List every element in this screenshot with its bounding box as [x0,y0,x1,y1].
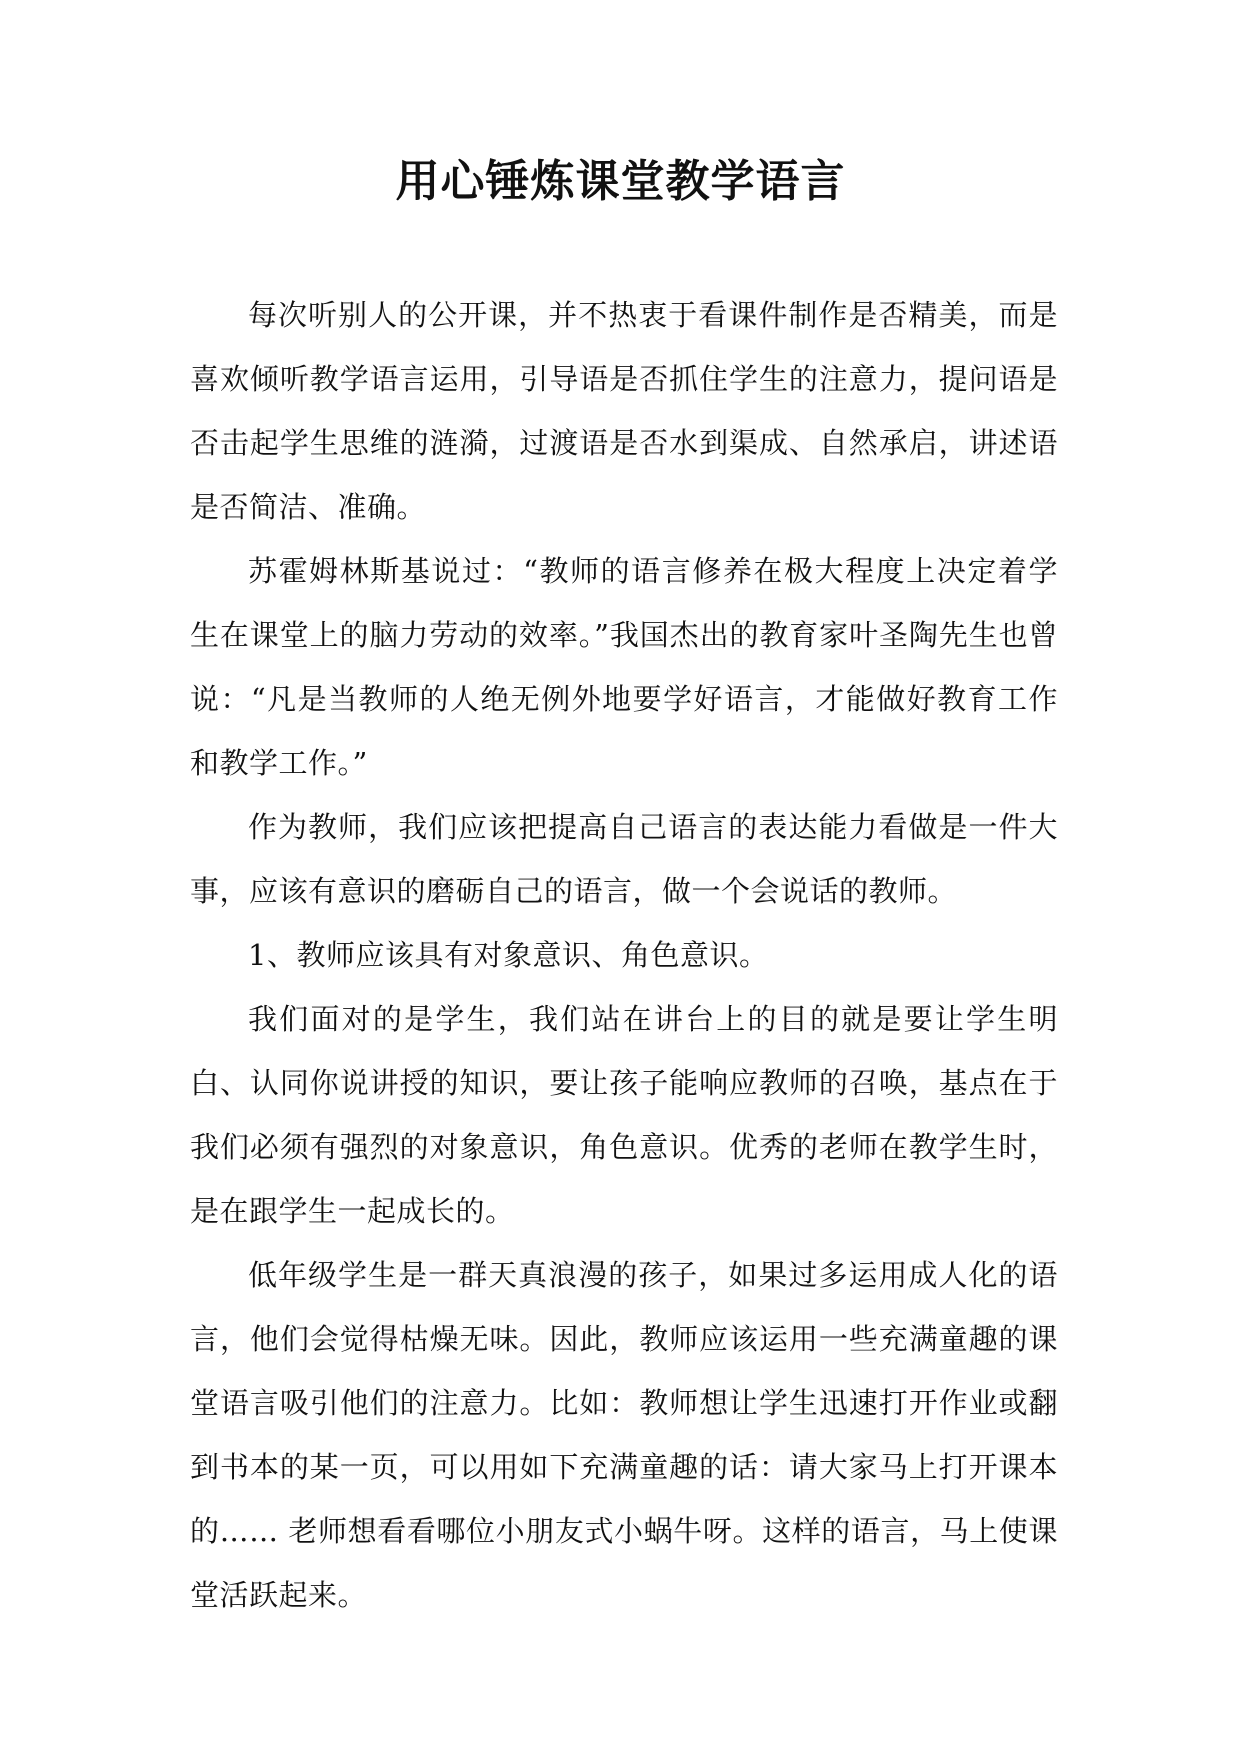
document-body [190,283,1058,1627]
paragraph-students: 我们面对的是学生，我们站在讲台上的目的就是要让学生明白、认同你说讲授的知识，要让孩子能响应教师的召唤，基点在于我们必须有强烈的对象意识，角色意识。优秀的老师在教学生时，是在跟学生一起成长的。 [190,1002,1058,1228]
paragraph-intro: 每次听别人的公开课，并不热衷于看课件制作是否精美，而是喜欢倾听教学语言运用，引导语是否抓住学生的注意力，提问语是否击起学生思维的涟漪，过渡语是否水到渠成、自然承启，讲述语是否简洁、准确。 [190,298,1058,524]
paragraph-lower-grade: 低年级学生是一群天真浪漫的孩子，如果过多运用成人化的语言，他们会觉得枯燥无味。因此，教师应该运用一些充满童趣的课堂语言吸引他们的注意力。比如：教师想让学生迅速打开作业或翻到书本的某一页，可以用如下充满童趣的话：请大家马上打开课本的…… 老师想看看哪位小朋友式小蜗牛呀。这样的语言，马上使课堂活跃起来。 [190,1258,1058,1612]
paragraph-quote: 苏霍姆林斯基说过：“教师的语言修养在极大程度上决定着学生在课堂上的脑力劳动的效率。”我国杰出的教育家叶圣陶先生也曾说：“凡是当教师的人绝无例外地要学好语言，才能做好教育工作和教学工作。” [190,554,1058,780]
page-title: 用心锤炼课堂教学语言 [395,156,846,207]
paragraph-teacher-role: 作为教师，我们应该把提高自己语言的表达能力看做是一件大事，应该有意识的磨砺自己的语言，做一个会说话的教师。 [190,810,1058,908]
section-heading-1: 1、教师应该具有对象意识、角色意识。 [248,938,769,972]
